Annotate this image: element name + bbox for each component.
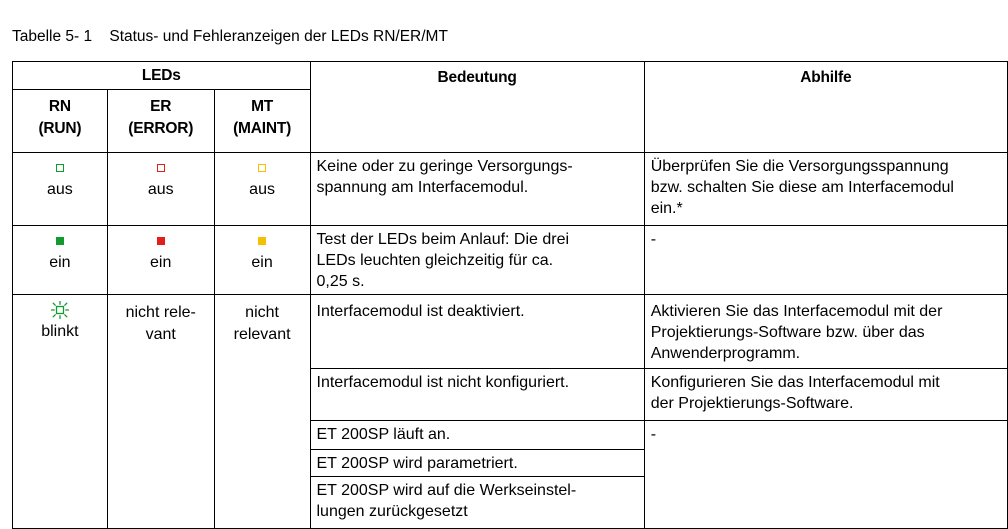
cell-mt-ein: ein: [214, 226, 310, 295]
cell-rn-aus: aus: [13, 153, 108, 226]
cell-bedeutung: Keine oder zu geringe Versorgungs- spannung am Interfacemodul.: [310, 153, 644, 226]
led-on-green-icon: [56, 237, 64, 245]
cell-abhilfe: Aktivieren Sie das Interfacemodul mit der Projektierungs-Software bzw. über das Anwenderprogramm.: [644, 295, 1007, 369]
header-rn: RN (RUN): [13, 90, 108, 153]
table-caption: Tabelle 5- 1 Status- und Fehleranzeigen der LEDs RN/ER/MT: [12, 28, 448, 45]
cell-abhilfe: Überprüfen Sie die Versorgungsspannung bzw. schalten Sie diese am Interfacemodul ein.*: [644, 153, 1007, 226]
header-abhilfe: Abhilfe: [644, 62, 1007, 153]
header-er: ER (ERROR): [107, 90, 214, 153]
cell-bedeutung: ET 200SP läuft an.: [310, 421, 644, 450]
cell-bedeutung: ET 200SP wird parametriert.: [310, 450, 644, 477]
cell-abhilfe: -: [644, 226, 1007, 295]
cell-rn-blinkt: blinkt: [13, 295, 108, 529]
cell-er-ein: ein: [107, 226, 214, 295]
led-flashing-green-icon: [51, 301, 69, 319]
cell-bedeutung: Test der LEDs beim Anlauf: Die drei LEDs leuchten gleichzeitig für ca. 0,25 s.: [310, 226, 644, 295]
cell-abhilfe: Konfigurieren Sie das Interfacemodul mit der Projektierungs-Software.: [644, 369, 1007, 421]
header-leds: LEDs: [13, 62, 311, 90]
cell-rn-ein: ein: [13, 226, 108, 295]
led-on-yellow-icon: [258, 237, 266, 245]
header-mt: MT (MAINT): [214, 90, 310, 153]
cell-er-aus: aus: [107, 153, 214, 226]
led-off-red-icon: [157, 164, 165, 172]
cell-bedeutung: Interfacemodul ist nicht konfiguriert.: [310, 369, 644, 421]
cell-mt-aus: aus: [214, 153, 310, 226]
led-off-yellow-icon: [258, 164, 266, 172]
cell-mt-nicht-relevant: nicht relevant: [214, 295, 310, 529]
cell-abhilfe: -: [644, 421, 1007, 529]
led-off-green-icon: [56, 164, 64, 172]
led-status-table: [12, 61, 1008, 529]
cell-bedeutung: ET 200SP wird auf die Werkseinstel- lungen zurückgesetzt: [310, 477, 644, 529]
cell-er-nicht-relevant: nicht rele- vant: [107, 295, 214, 529]
header-bedeutung: Bedeutung: [310, 62, 644, 153]
cell-bedeutung: Interfacemodul ist deaktiviert.: [310, 295, 644, 369]
led-on-red-icon: [157, 237, 165, 245]
